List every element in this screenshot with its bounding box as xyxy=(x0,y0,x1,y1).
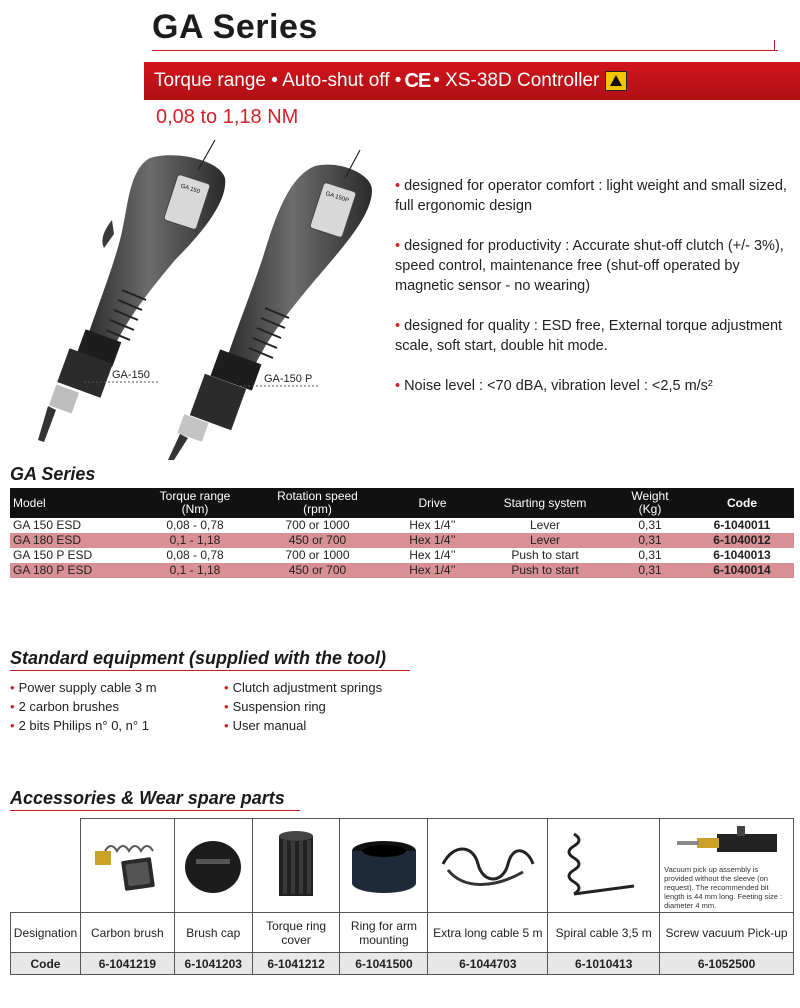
bullet-icon: • xyxy=(395,178,401,194)
bullet-icon: • xyxy=(10,680,15,695)
brush-cap-icon xyxy=(174,819,252,913)
tool-label-ga150p: GA-150 P xyxy=(264,373,313,385)
bullet-icon: • xyxy=(395,318,401,334)
esd-warning-icon xyxy=(605,71,627,91)
bullet-icon: • xyxy=(224,680,229,695)
bullet-icon: • xyxy=(224,699,229,714)
vacuum-pickup-icon xyxy=(660,819,794,913)
carbon-brush-icon xyxy=(80,819,174,913)
spiral-cable-icon xyxy=(548,819,660,913)
feature-item: • Noise level : <70 dBA, vibration level : <2,5 m/s² xyxy=(395,378,713,394)
svg-text:GA 150P: GA 150P xyxy=(324,191,350,205)
bullet-icon: • xyxy=(395,378,401,394)
ce-mark-icon: CE xyxy=(404,69,431,92)
table-row: GA 150 ESD 0,08 - 0,78 700 or 1000 Hex 1/4’’ Lever 0,31 6-1040011 xyxy=(13,518,771,532)
feature-item: • designed for productivity : Accurate shut-off clutch (+/- 3%), speed control, maintenance free (shut-off operated by magnetic sensor - no wearing) xyxy=(395,238,784,294)
models-heading: GA Series xyxy=(10,464,96,484)
equipment-list-1 xyxy=(10,678,157,735)
product-images xyxy=(0,130,390,460)
bullet-icon: • xyxy=(10,718,15,733)
models-table xyxy=(10,488,794,578)
equipment-list-2 xyxy=(224,678,382,735)
code-row: Code 6-1041219 6-1041203 6-1041212 6-1041500 6-1044703 6-1010413 6-1052500 xyxy=(11,953,794,975)
svg-text:GA 150: GA 150 xyxy=(179,183,201,196)
list-item: • Clutch adjustment springs xyxy=(224,680,383,695)
mounting-ring-icon xyxy=(340,819,428,913)
accessories-table xyxy=(10,818,794,975)
accessories-rule xyxy=(10,810,300,811)
list-item: • Suspension ring xyxy=(224,699,326,714)
designation-row: Designation Carbon brush Brush cap Torque ring cover Ring for arm mounting Extra long cable 5 m Spiral cable 3,5 m Screw vacuum Pick-up xyxy=(11,913,794,953)
title-rule xyxy=(152,50,778,51)
title-rule-end xyxy=(774,40,775,51)
equipment-heading: Standard equipment (supplied with the tool) xyxy=(10,648,386,668)
list-item: • 2 carbon brushes xyxy=(10,699,120,714)
torque-ring-icon xyxy=(252,819,340,913)
bullet-icon: • xyxy=(395,238,401,254)
col-starting: Starting system xyxy=(480,488,610,518)
torque-range: 0,08 to 1,18 NM xyxy=(156,106,299,128)
col-model: Model xyxy=(10,488,140,518)
bullet-icon: • xyxy=(10,699,15,714)
feature-item: • designed for quality : ESD free, External torque adjustment scale, soft start, double hit mode. xyxy=(395,318,783,354)
list-item: • 2 bits Philips n° 0, n° 1 xyxy=(10,718,149,733)
list-item: • User manual xyxy=(224,718,307,733)
cable-icon xyxy=(428,819,548,913)
col-torque: Torque range (Nm) xyxy=(140,488,250,518)
col-drive: Drive xyxy=(385,488,480,518)
feature-list xyxy=(395,176,795,416)
feature-banner xyxy=(144,62,800,100)
bullet-icon: • xyxy=(224,718,229,733)
feature-item: • designed for operator comfort : light weight and small sized, full ergonomic design xyxy=(395,178,787,214)
banner-text: Torque range • Auto-shut off • xyxy=(154,70,402,91)
banner-text-controller: • XS-38D Controller xyxy=(433,70,600,91)
accessories-heading: Accessories & Wear spare parts xyxy=(10,788,285,808)
tool-label-ga150: GA-150 xyxy=(112,369,150,381)
col-rotation: Rotation speed (rpm) xyxy=(250,488,385,518)
table-row: GA 180 P ESD 0,1 - 1,18 450 or 700 Hex 1/4’’ Push to start 0,31 6-1040014 xyxy=(10,563,794,578)
designation-label: Designation xyxy=(11,913,81,953)
table-row: GA 180 ESD 0,1 - 1,18 450 or 700 Hex 1/4’’ Lever 0,31 6-1040012 xyxy=(10,533,794,548)
vacuum-note: Vacuum pick up assembly is provided without the sleeve (on request). The recommended bit length is 44 mm long. Feeting size : diameter 4 mm. xyxy=(664,864,783,910)
col-code: Code xyxy=(690,488,794,518)
page-title: GA Series xyxy=(152,8,318,46)
code-label: Code xyxy=(11,953,81,975)
table-row: GA 150 P ESD 0,08 - 0,78 700 or 1000 Hex 1/4’’ Push to start 0,31 6-1040013 xyxy=(13,548,771,562)
list-item: • Power supply cable 3 m xyxy=(10,680,157,695)
equipment-rule xyxy=(10,670,410,671)
table-header-row xyxy=(10,488,794,518)
col-weight: Weight (Kg) xyxy=(610,488,690,518)
image-row xyxy=(11,819,794,913)
